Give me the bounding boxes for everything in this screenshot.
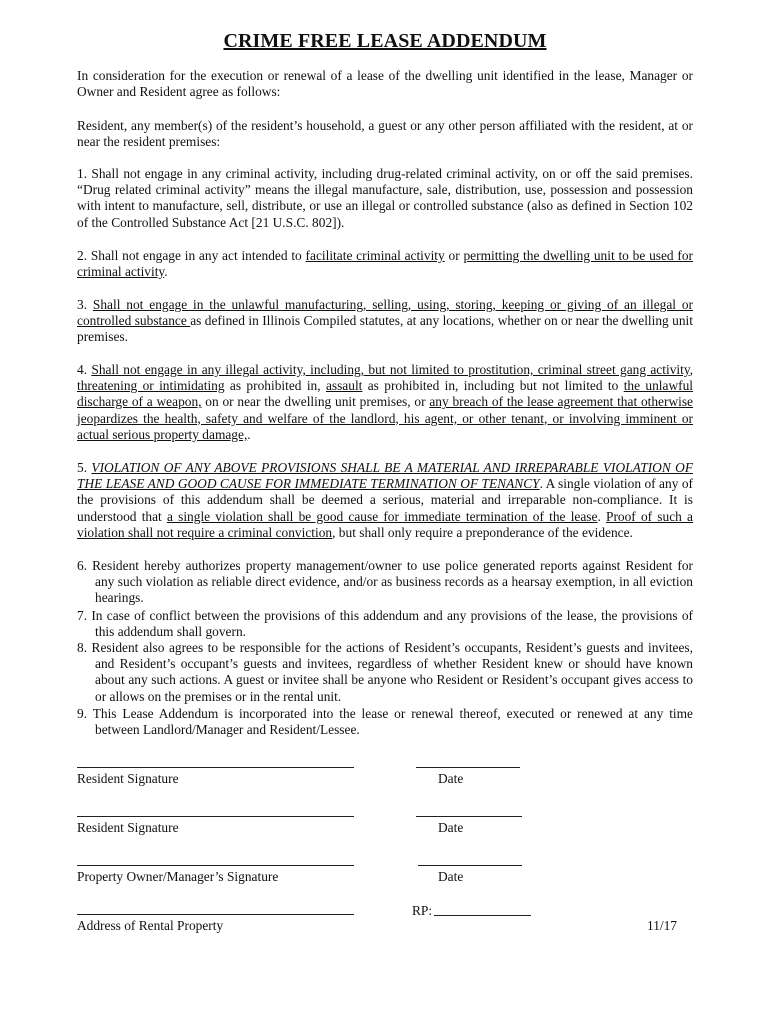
date-label-2: Date: [438, 820, 464, 835]
clause-5-text-b: . A single violation of any of the provisions of this addendum shall be deemed a serious, material and irreparable non-compliance. It is understood that: [77, 476, 693, 524]
clause-4-underline-a: Shall not engage in any illegal activity, including, but not limited to prostitution, criminal street gang activity: [91, 362, 690, 377]
address-line[interactable]: [77, 914, 354, 915]
clause-3-underline: Shall not engage in the unlawful manufacturing, selling, using, storing, keeping or giving of an illegal or controlled substance: [77, 297, 694, 329]
clause-3-text-b: as defined in Illinois Compiled statutes, at any locations, whether on or near the dwelling unit premises.: [77, 313, 693, 345]
resident-signature-line-1[interactable]: [77, 767, 354, 768]
clause-4-text-b: ,: [689, 362, 694, 377]
clause-8: 8. Resident also agrees to be responsible for the actions of Resident’s occupants, Resident’s guests and invitees, and Resident’s occupant’s guests and invitees, regardless of whether Resident knew or should have known about any such actions. A guest or invitee shall be anyone who Resident or Resident’s occupant gives access to or allows on the premises or in the rental unit.: [77, 640, 693, 704]
owner-signature-label: Property Owner/Manager’s Signature: [77, 869, 279, 884]
clause-5-underline-b: Proof of such a violation shall not require a criminal conviction: [77, 508, 693, 540]
clause-4-underline-b: threatening or intimidating: [77, 378, 225, 394]
clause-5-text-d: , but shall only require a preponderance of the evidence.: [332, 524, 633, 540]
address-label: Address of Rental Property: [77, 918, 224, 933]
clause-6: 6. Resident hereby authorizes property management/owner to use police generated reports against Resident for any such violation as reliable direct evidence, and/or as business records as a hearsay exemption, in all eviction hearings.: [77, 558, 693, 606]
clause-4-underline-c: assault: [325, 378, 363, 394]
clause-4-text-f: .: [247, 426, 251, 442]
owner-signature-line[interactable]: [77, 865, 354, 866]
clause-3: [77, 297, 693, 346]
date-label-3: Date: [438, 869, 464, 884]
clause-2-text-b: or: [444, 248, 464, 263]
clause-2-underline-b: permitting the dwelling unit to be used for criminal activity: [77, 248, 694, 280]
clause-4-text-a: 4.: [77, 362, 92, 377]
page-title: CRIME FREE LEASE ADDENDUM: [223, 30, 547, 52]
clause-5-emphasis: VIOLATION OF ANY ABOVE PROVISIONS SHALL BE A MATERIAL AND IRREPARABLE VIOLATION OF THE LEASE AND GOOD CAUSE FOR IMMEDIATE TERMINATION OF TENANCY: [77, 460, 693, 492]
rp-line[interactable]: [434, 915, 531, 916]
date-line-2[interactable]: [416, 816, 522, 817]
clause-2-text-c: .: [164, 264, 168, 280]
resident-signature-label-2: Resident Signature: [77, 820, 179, 835]
clause-2-text-a: 2. Shall not engage in any act intended to: [77, 248, 306, 263]
date-line-1[interactable]: [416, 767, 520, 768]
clause-4-underline-e: any breach of the lease agreement that otherwise jeopardizes the health, safety and welfare of the landlord, his agent, or other tenant, or involving imminent or actual serious property damage,: [77, 394, 694, 442]
clause-4-underline-d: the unlawful discharge of a weapon,: [77, 378, 693, 410]
clause-3-text-a: 3.: [77, 297, 93, 312]
clause-5-underline-a: a single violation shall be good cause for immediate termination of the lease: [166, 508, 598, 524]
clause-7: 7. In case of conflict between the provisions of this addendum and any provisions of the lease, the provisions of this addendum shall govern.: [77, 608, 693, 640]
clause-9: 9. This Lease Addendum is incorporated into the lease or renewal thereof, executed or renewed at any time between Landlord/Manager and Resident/Lessee.: [77, 706, 693, 738]
intro-paragraph: In consideration for the execution or renewal of a lease of the dwelling unit identified in the lease, Manager or Owner and Resident agree as follows:: [77, 68, 693, 100]
clause-2-underline-a: facilitate criminal activity: [305, 248, 445, 263]
clause-4-text-c: as prohibited in,: [224, 378, 326, 394]
date-line-3[interactable]: [418, 865, 522, 866]
rp-label: RP:: [412, 903, 433, 918]
resident-signature-label-1: Resident Signature: [77, 771, 179, 786]
date-label-1: Date: [438, 771, 464, 786]
clause-5-text-c: .: [597, 508, 606, 524]
clause-5-text-a: 5.: [77, 460, 92, 475]
clause-1: 1. Shall not engage in any criminal activity, including drug-related criminal activity, on or off the said premises. “Drug related criminal activity” means the illegal manufacture, sale, distribution, use, possession and possession with intent to manufacture, sell, distribute, or use an illegal or controlled substance (also as defined in Section 102 of the Controlled Substance Act [21 U.S.C. 802]).: [77, 166, 693, 230]
clause-2: [77, 248, 693, 280]
clause-4-text-d: as prohibited in, including but not limited to: [362, 378, 624, 394]
clause-4: [77, 362, 693, 443]
resident-signature-line-2[interactable]: [77, 816, 354, 817]
clause-4-text-e: on or near the dwelling unit premises, or: [201, 394, 430, 410]
clause-5: [77, 460, 693, 541]
version-code: 11/17: [647, 918, 678, 933]
preamble-paragraph: Resident, any member(s) of the resident’s household, a guest or any other person affiliated with the resident, at or near the resident premises:: [77, 118, 693, 150]
